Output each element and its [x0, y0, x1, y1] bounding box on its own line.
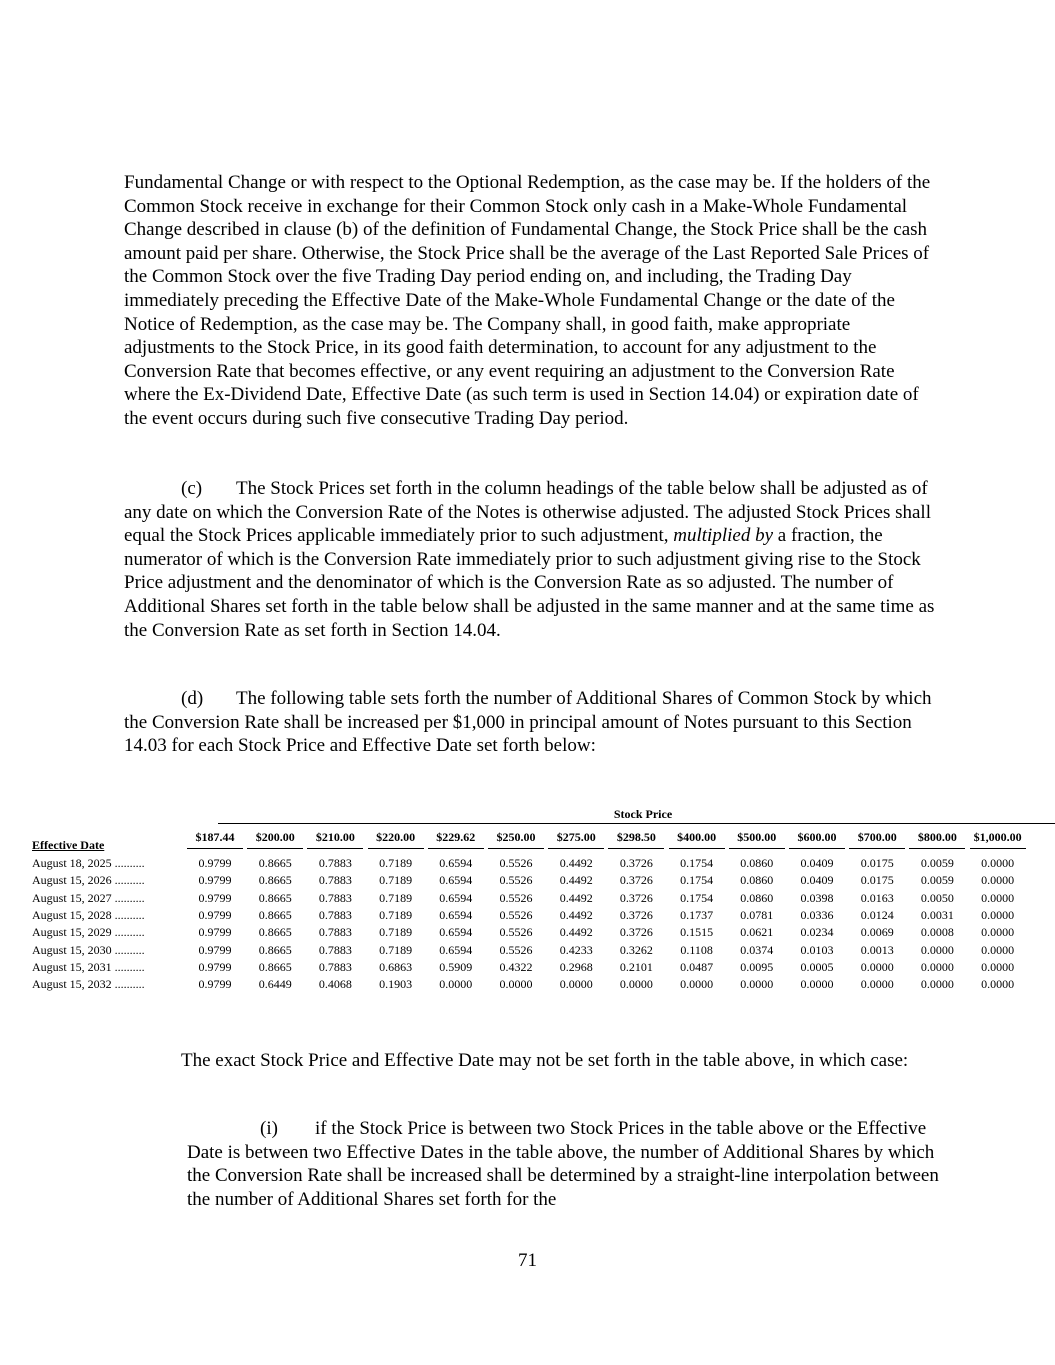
additional-shares-cell: 0.5909: [439, 959, 473, 974]
effective-date-cell: August 18, 2025 ..........: [32, 856, 145, 870]
additional-shares-cell: 0.3726: [619, 873, 653, 888]
additional-shares-cell: 0.0000: [981, 959, 1015, 974]
additional-shares-cell: 0.4068: [318, 977, 352, 992]
additional-shares-cell: 0.0781: [740, 907, 774, 922]
clause-label-d: (d): [181, 688, 204, 709]
additional-shares-cell: 0.0000: [981, 925, 1015, 940]
price-column-header: $700.00: [849, 830, 905, 849]
additional-shares-cell: 0.0103: [800, 942, 834, 957]
additional-shares-cell: 0.0031: [920, 907, 954, 922]
table-header-row: [32, 830, 1038, 850]
additional-shares-cell: 0.9799: [198, 959, 232, 974]
table-row: [32, 891, 1038, 909]
effective-date-cell: August 15, 2031 ..........: [32, 959, 145, 974]
table-row: [32, 960, 1038, 978]
additional-shares-cell: 0.0175: [860, 856, 894, 870]
paragraph-stock-price-determination: Fundamental Change or with respect to the Optional Redemption, as the case may be. If the holders of the Common Stock receive in exchange for their Common Stock only cash in a Make-Whole Fundamental Change described in clause (b) of the definition of Fundamental Change, the Stock Price shall be the cash amount paid per share. Otherwise, the Stock Price shall be the average of the Last Reported Sale Prices of the Common Stock over the five Trading Day period ending on, and including, the Trading Day immediately preceding the Effective Date of the Make-Whole Fundamental Change or the date of the Notice of Redemption, as the case may be. The Company shall, in good faith, make appropriate adjustments to the Stock Price, in its good faith determination, to account for any adjustment to the Conversion Rate that becomes effective, or any event requiring an adjustment to the Conversion Rate where the Ex-Dividend Date, Effective Date (as such term is used in Section 14.04) or expiration date of the event occurs during such five consecutive Trading Day period.: [124, 172, 931, 429]
additional-shares-cell: 0.0000: [920, 959, 954, 974]
additional-shares-cell: 0.0008: [920, 925, 954, 940]
additional-shares-cell: 0.7189: [379, 942, 413, 957]
paragraph-i-interpolation: [187, 1117, 947, 1211]
table-row: [32, 873, 1038, 891]
additional-shares-cell: 0.0013: [860, 942, 894, 957]
additional-shares-cell: 0.7883: [318, 942, 352, 957]
price-column-header: $298.50: [608, 830, 664, 849]
price-column-header: $800.00: [909, 830, 965, 849]
additional-shares-cell: 0.9799: [198, 890, 232, 905]
additional-shares-cell: 0.5526: [499, 856, 533, 870]
additional-shares-cell: 0.0050: [920, 890, 954, 905]
additional-shares-cell: 0.0059: [920, 856, 954, 870]
additional-shares-cell: 0.0124: [860, 907, 894, 922]
price-column-header: $500.00: [729, 830, 785, 849]
additional-shares-cell: 0.6594: [439, 925, 473, 940]
price-column-header: $1,000.00: [970, 830, 1026, 849]
additional-shares-cell: 0.1754: [680, 856, 714, 870]
effective-date-cell: August 15, 2032 ..........: [32, 977, 145, 992]
additional-shares-cell: 0.1737: [680, 907, 714, 922]
price-column-header: $200.00: [247, 830, 303, 849]
additional-shares-cell: 0.7189: [379, 856, 413, 870]
effective-date-header: Effective Date: [32, 838, 105, 852]
additional-shares-cell: 0.1515: [680, 925, 714, 940]
clause-label-c: (c): [181, 478, 203, 499]
additional-shares-cell: 0.0000: [981, 890, 1015, 905]
effective-date-cell: August 15, 2028 ..........: [32, 907, 145, 922]
additional-shares-cell: 0.8665: [258, 890, 292, 905]
price-column-header: $275.00: [548, 830, 604, 849]
additional-shares-cell: 0.0000: [981, 942, 1015, 957]
additional-shares-cell: 0.0000: [981, 873, 1015, 888]
paragraph-c-italic: multiplied by: [673, 525, 774, 547]
additional-shares-cell: 0.1754: [680, 873, 714, 888]
additional-shares-cell: 0.0000: [559, 977, 593, 992]
additional-shares-cell: 0.0000: [680, 977, 714, 992]
additional-shares-cell: 0.4233: [559, 942, 593, 957]
additional-shares-cell: 0.9799: [198, 856, 232, 870]
additional-shares-cell: 0.3726: [619, 856, 653, 870]
additional-shares-cell: 0.0000: [981, 977, 1015, 992]
effective-date-cell: August 15, 2029 ..........: [32, 925, 145, 940]
price-column-header: $187.44: [187, 830, 243, 849]
additional-shares-cell: 0.8665: [258, 925, 292, 940]
clause-label-i: (i): [260, 1118, 278, 1139]
price-column-header: $210.00: [307, 830, 363, 849]
additional-shares-cell: 0.3726: [619, 925, 653, 940]
paragraph-c-text-b: a fraction, the numerator of which is the Conversion Rate immediately prior to such adjustment giving rise to the Stock Price adjustment and the denominator of which is the Conversion Rate as so adjusted. The number of Additional Shares set forth in the table below shall be adjusted in the same manner and at the same time as the Conversion Rate as set forth in Section 14.04.: [124, 525, 935, 641]
additional-shares-cell: 0.6449: [258, 977, 292, 992]
additional-shares-cell: 0.0005: [800, 959, 834, 974]
additional-shares-cell: 0.0000: [439, 977, 473, 992]
additional-shares-cell: 0.7883: [318, 925, 352, 940]
additional-shares-cell: 0.7883: [318, 890, 352, 905]
additional-shares-cell: 0.0000: [740, 977, 774, 992]
additional-shares-cell: 0.6594: [439, 873, 473, 888]
additional-shares-cell: 0.9799: [198, 942, 232, 957]
additional-shares-cell: 0.0409: [800, 856, 834, 870]
additional-shares-cell: 0.3726: [619, 890, 653, 905]
additional-shares-cell: 0.0000: [619, 977, 653, 992]
additional-shares-cell: 0.5526: [499, 907, 533, 922]
additional-shares-cell: 0.6594: [439, 907, 473, 922]
additional-shares-cell: 0.4492: [559, 873, 593, 888]
additional-shares-cell: 0.7883: [318, 873, 352, 888]
additional-shares-cell: 0.7883: [318, 959, 352, 974]
additional-shares-cell: 0.3262: [619, 942, 653, 957]
price-column-header: $600.00: [789, 830, 845, 849]
page-number: 71: [518, 1250, 537, 1271]
additional-shares-cell: 0.6863: [379, 959, 413, 974]
additional-shares-cell: 0.0374: [740, 942, 774, 957]
additional-shares-cell: 0.0409: [800, 873, 834, 888]
additional-shares-cell: 0.9799: [198, 925, 232, 940]
additional-shares-cell: 0.0860: [740, 890, 774, 905]
additional-shares-cell: 0.0000: [920, 942, 954, 957]
effective-date-cell: August 15, 2027 ..........: [32, 890, 145, 905]
price-column-header: $400.00: [669, 830, 725, 849]
additional-shares-cell: 0.1108: [680, 942, 713, 957]
additional-shares-cell: 0.4322: [499, 959, 533, 974]
table-row: [32, 925, 1038, 943]
additional-shares-cell: 0.5526: [499, 890, 533, 905]
additional-shares-cell: 0.7189: [379, 890, 413, 905]
table-row: [32, 943, 1038, 961]
additional-shares-cell: 0.3726: [619, 907, 653, 922]
additional-shares-cell: 0.0000: [499, 977, 533, 992]
additional-shares-cell: 0.0860: [740, 856, 774, 870]
price-column-header: $220.00: [368, 830, 424, 849]
additional-shares-cell: 0.0000: [981, 856, 1015, 870]
paragraph-d-text: The following table sets forth the number of Additional Shares of Common Stock by which the Conversion Rate shall be increased per $1,000 in principal amount of Notes pursuant to this Section 14.03 for each Stock Price and Effective Date set forth below:: [124, 688, 932, 757]
effective-date-cell: August 15, 2026 ..........: [32, 873, 145, 888]
additional-shares-cell: 0.8665: [258, 942, 292, 957]
additional-shares-cell: 0.8665: [258, 907, 292, 922]
effective-date-cell: August 15, 2030 ..........: [32, 942, 145, 957]
stock-price-group-header: Stock Price: [218, 806, 1055, 824]
paragraph-d-table-intro: [124, 687, 944, 758]
additional-shares-cell: 0.9799: [198, 873, 232, 888]
additional-shares-cell: 0.8665: [258, 856, 292, 870]
additional-shares-cell: 0.0095: [740, 959, 774, 974]
additional-shares-cell: 0.5526: [499, 942, 533, 957]
additional-shares-cell: 0.0175: [860, 873, 894, 888]
additional-shares-cell: 0.4492: [559, 890, 593, 905]
additional-shares-cell: 0.4492: [559, 925, 593, 940]
additional-shares-cell: 0.5526: [499, 925, 533, 940]
additional-shares-cell: 0.0234: [800, 925, 834, 940]
paragraph-c-text-a: The Stock Prices set forth in the column headings of the table below shall be adjusted as of any date on which the Conversion Rate of the Notes is otherwise adjusted. The adjusted Stock Prices shall equal the Stock Prices applicable immediately prior to such adjustment,: [124, 478, 931, 547]
additional-shares-cell: 0.0000: [981, 907, 1015, 922]
additional-shares-cell: 0.6594: [439, 856, 473, 870]
additional-shares-cell: 0.9799: [198, 907, 232, 922]
paragraph-c-stock-price-adjustment: [124, 477, 944, 642]
additional-shares-cell: 0.0860: [740, 873, 774, 888]
additional-shares-cell: 0.6594: [439, 942, 473, 957]
additional-shares-cell: 0.7883: [318, 907, 352, 922]
additional-shares-cell: 0.7189: [379, 873, 413, 888]
additional-shares-cell: 0.0336: [800, 907, 834, 922]
additional-shares-cell: 0.4492: [559, 907, 593, 922]
additional-shares-cell: 0.9799: [198, 977, 232, 992]
table-row: [32, 856, 1038, 874]
paragraph-exact-price-note: The exact Stock Price and Effective Date may not be set forth in the table above, in which case:: [181, 1050, 909, 1071]
additional-shares-cell: 0.0069: [860, 925, 894, 940]
additional-shares-cell: 0.2101: [619, 959, 653, 974]
additional-shares-cell: 0.2968: [559, 959, 593, 974]
additional-shares-cell: 0.0000: [920, 977, 954, 992]
additional-shares-cell: 0.6594: [439, 890, 473, 905]
additional-shares-cell: 0.0059: [920, 873, 954, 888]
price-column-header: $229.62: [428, 830, 484, 849]
additional-shares-cell: 0.0398: [800, 890, 834, 905]
additional-shares-cell: 0.0000: [860, 959, 894, 974]
table-row: [32, 908, 1038, 926]
additional-shares-cell: 0.4492: [559, 856, 593, 870]
additional-shares-cell: 0.7883: [318, 856, 352, 870]
additional-shares-cell: 0.0000: [860, 977, 894, 992]
additional-shares-cell: 0.1754: [680, 890, 714, 905]
additional-shares-cell: 0.0000: [800, 977, 834, 992]
table-row: [32, 977, 1038, 995]
additional-shares-cell: 0.8665: [258, 959, 292, 974]
additional-shares-cell: 0.1903: [379, 977, 413, 992]
additional-shares-cell: 0.0487: [680, 959, 714, 974]
additional-shares-cell: 0.5526: [499, 873, 533, 888]
price-column-header: $250.00: [488, 830, 544, 849]
additional-shares-cell: 0.0621: [740, 925, 774, 940]
additional-shares-cell: 0.7189: [379, 925, 413, 940]
paragraph-i-text: if the Stock Price is between two Stock Prices in the table above or the Effective Date is between two Effective Dates in the table above, the number of Additional Shares by which the Conversion Rate shall be increased shall be determined by a straight-line interpolation between the number of Additional Shares set forth for the: [187, 1118, 939, 1210]
additional-shares-cell: 0.7189: [379, 907, 413, 922]
additional-shares-cell: 0.0163: [860, 890, 894, 905]
additional-shares-cell: 0.8665: [258, 873, 292, 888]
